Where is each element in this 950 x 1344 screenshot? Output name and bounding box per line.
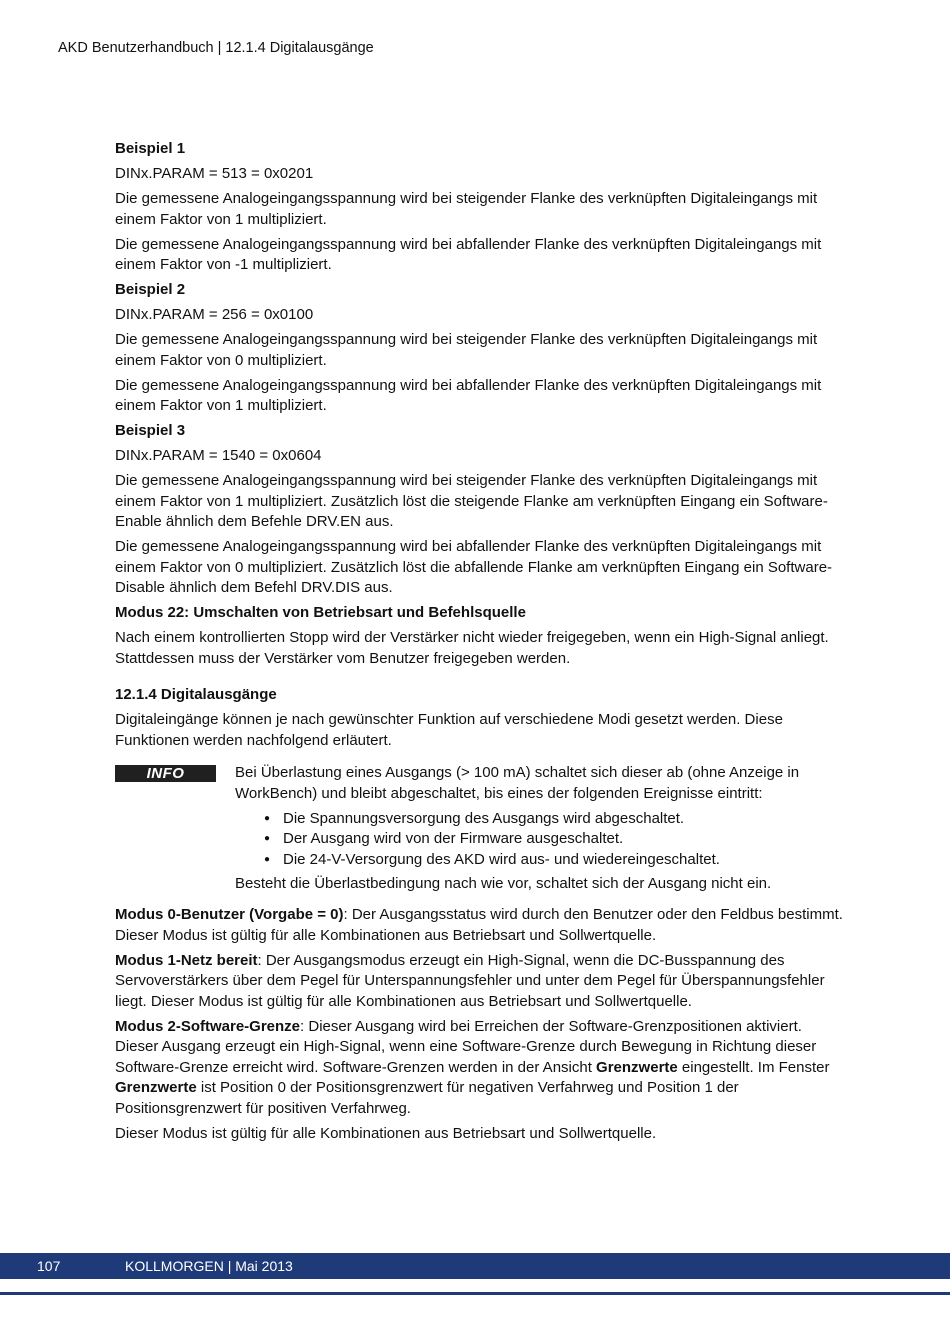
example-3-param: DINx.PARAM = 1540 = 0x0604 bbox=[115, 447, 322, 464]
info-body bbox=[235, 763, 845, 899]
mode-1-text: : Der Ausgangsmodus erzeugt ein High-Signal, wenn die DC-Busspannung des Servoverstärkers über dem Pegel für Unterspannungsfehler und unter dem Pegel für Überspannungsfehler liegt. Dieser Modus ist gültig für alle Kombinationen aus Betriebsart und Sollwertquelle. bbox=[115, 951, 825, 1010]
example-2-heading: Beispiel 2 bbox=[115, 281, 186, 298]
example-1-rising: Die gemessene Analogeingangsspannung wird bei steigender Flanke des verknüpften Digitaleingangs mit einem Faktor von 1 multipliziert. bbox=[115, 190, 818, 228]
mode-0-paragraph bbox=[115, 905, 845, 946]
mode-2-paragraph bbox=[115, 1017, 845, 1120]
page-header: AKD Benutzerhandbuch | 12.1.4 Digitalausgänge bbox=[58, 40, 374, 56]
mode-2-label: Modus 2-Software-Grenze bbox=[115, 1017, 301, 1035]
info-list-item: ● Der Ausgang wird von der Firmware ausgeschaltet. bbox=[283, 829, 845, 850]
example-3-rising: Die gemessene Analogeingangsspannung wird bei steigender Flanke des verknüpften Digitaleingangs mit einem Faktor von 1 multipliziert. Zusätzlich löst die steigende Flanke am verknüpften Eingang ein Software-Enable ähnlich dem Befehle DRV.EN aus. bbox=[115, 472, 828, 530]
mode-1-label: Modus 1-Netz bereit bbox=[115, 951, 258, 969]
info-list-item: ● Die 24-V-Versorgung des AKD wird aus- und wiedereingeschaltet. bbox=[283, 850, 845, 871]
mode-2-validity: Dieser Modus ist gültig für alle Kombinationen aus Betriebsart und Sollwertquelle. bbox=[115, 1124, 657, 1142]
grenzwerte-window-term: Grenzwerte bbox=[115, 1079, 197, 1096]
mode-2-text: : Dieser Ausgang wird bei Erreichen der Software-Grenzpositionen aktiviert. Dieser Ausgang erzeugt ein High-Signal, wenn eine Software-Grenze durch Bewegung in Richtung dieser Software-Grenze erreicht wird. Software-Grenzen werden in der Ansicht bbox=[115, 1017, 817, 1076]
info-box bbox=[115, 763, 845, 899]
mode-2-text: eingestellt. Im Fenster bbox=[677, 1058, 830, 1076]
mode-0-label: Modus 0-Benutzer (Vorgabe = 0) bbox=[115, 906, 344, 923]
page-number: 107 bbox=[37, 1258, 61, 1274]
info-after: Besteht die Überlastbedingung nach wie vor, schaltet sich der Ausgang nicht ein. bbox=[235, 875, 772, 892]
info-list-item: ● Die Spannungsversorgung des Ausgangs wird abgeschaltet. bbox=[283, 809, 845, 830]
example-2-rising: Die gemessene Analogeingangsspannung wird bei steigender Flanke des verknüpften Digitaleingangs mit einem Faktor von 0 multipliziert. bbox=[115, 331, 818, 369]
mode-22-text: Nach einem kontrollierten Stopp wird der Verstärker nicht wieder freigegeben, wenn ein High-Signal anliegt. Stattdessen muss der Verstärker vom Benutzer freigegeben werden. bbox=[115, 629, 829, 667]
mode-1-paragraph bbox=[115, 951, 845, 1013]
section-heading: 12.1.4 Digitalausgänge bbox=[115, 686, 277, 703]
footer-bar bbox=[0, 1253, 950, 1279]
info-list bbox=[235, 809, 845, 871]
mode-0-text: : Der Ausgangsstatus wird durch den Benutzer oder den Feldbus bestimmt. Dieser Modus ist gültig für alle Kombinationen aus Betriebsart und Sollwertquelle. bbox=[115, 906, 843, 944]
section-intro: Digitaleingänge können je nach gewünschter Funktion auf verschiedene Modi gesetzt werden. Diese Funktionen werden nachfolgend erläutert. bbox=[115, 711, 783, 749]
example-1-falling: Die gemessene Analogeingangsspannung wird bei abfallender Flanke des verknüpften Digitaleingangs mit einem Faktor von -1 multipliziert. bbox=[115, 235, 822, 273]
example-1-heading: Beispiel 1 bbox=[115, 140, 186, 157]
example-3-falling: Die gemessene Analogeingangsspannung wird bei abfallender Flanke des verknüpften Digitaleingangs mit einem Faktor von 0 multipliziert. Zusätzlich löst die abfallende Flanke am verknüpften Eingang ein Software-Disable ähnlich dem Befehl DRV.DIS aus. bbox=[115, 538, 833, 596]
example-2-falling: Die gemessene Analogeingangsspannung wird bei abfallender Flanke des verknüpften Digitaleingangs mit einem Faktor von 1 multipliziert. bbox=[115, 376, 822, 414]
mode-22-heading: Modus 22: Umschalten von Betriebsart und Befehlsquelle bbox=[115, 604, 526, 621]
page-content bbox=[115, 139, 845, 1149]
example-3-heading: Beispiel 3 bbox=[115, 422, 186, 439]
info-text: Bei Überlastung eines Ausgangs (> 100 mA) schaltet sich dieser ab (ohne Anzeige in WorkBench) und bleibt abgeschaltet, bis eines der folgenden Ereignisse eintritt: bbox=[235, 764, 800, 802]
footer-text: KOLLMORGEN | Mai 2013 bbox=[125, 1258, 293, 1274]
footer-divider bbox=[0, 1292, 950, 1295]
info-badge: INFO bbox=[115, 765, 216, 782]
example-2-param: DINx.PARAM = 256 = 0x0100 bbox=[115, 306, 314, 323]
example-1-param: DINx.PARAM = 513 = 0x0201 bbox=[115, 165, 314, 182]
grenzwerte-view-term: Grenzwerte bbox=[596, 1058, 678, 1076]
mode-2-text: ist Position 0 der Positionsgrenzwert für negativen Verfahrweg und Position 1 der Positionsgrenzwert für positiven Verfahrweg. bbox=[115, 1079, 739, 1117]
